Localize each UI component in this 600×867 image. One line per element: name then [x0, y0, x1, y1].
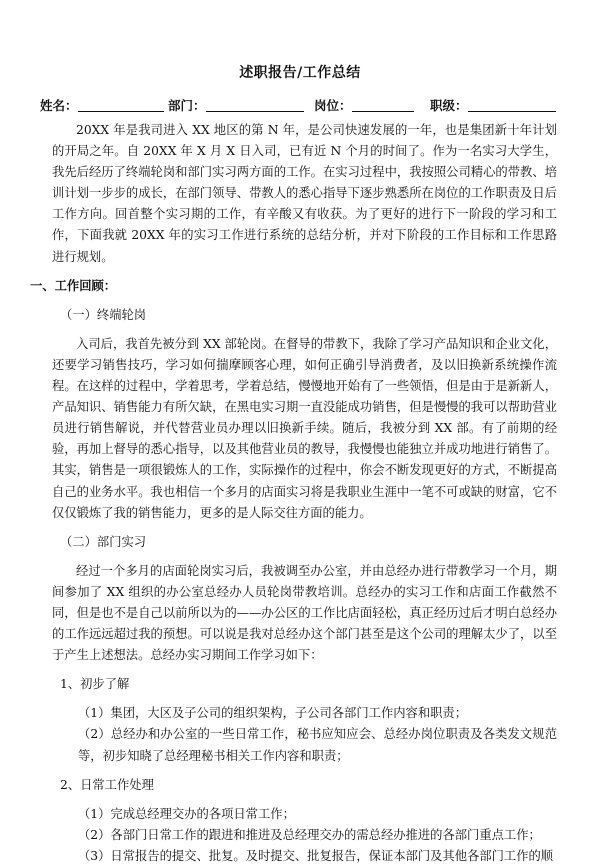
rank-label: 职级： — [430, 98, 468, 113]
document-body — [30, 120, 557, 867]
numbered-heading-initial-understanding: 1、初步了解 — [60, 677, 130, 692]
list-item: （3）日常报告的提交、批复。及时提交、批复报告，保证本部门及其他各部门工作的顺 — [78, 848, 554, 863]
list-item: （1）集团，大区及子公司的组织架构，子公司各部门工作内容和职责； — [78, 706, 468, 721]
list-item: （2）各部门日常工作的跟进和推进及总经理交办的需总经办推进的各部门重点工作； — [78, 827, 541, 842]
section-heading-work-review: 一、工作回顾： — [30, 278, 117, 293]
position-label: 岗位： — [314, 98, 352, 113]
subsection-heading-department-internship: （二）部门实习 — [60, 534, 147, 549]
subsection-heading-terminal-rotation: （一）终端轮岗 — [60, 307, 147, 322]
header-fields — [30, 96, 575, 116]
rank-blank-line — [468, 98, 556, 112]
terminal-rotation-paragraph: 入司后，我首先被分到 XX 部轮岗。在督导的带教下，我除了学习产品知识和企业文化，还要学习销售技巧，学习如何揣摩顾客心理，如何正确引导消费者，及以旧换新系统操作流程。在这样的过程中，学着思考，学着总结，慢慢地开始有了一些领悟，但是由于是新新人，产品知识、销售能力有所欠缺，在黑电实习期一直没能成功销售，但是慢慢的我可以帮助营业员进行销售解说，并代替营业员办理以旧换新手续。随后，我被分到 XX 部。有了前期的经验，再加上督导的悉心指导，以及其他营业员的教导，我慢慢也能独立并成功地进行销售了。其实，销售是一项很锻炼人的工作，实际操作的过程中，你会不断发现更好的方式，不断提高自己的业务水平。我也相信一个多月的店面实习将是我职业生涯中一笔不可或缺的财富，它不仅仅锻炼了我的销售能力，更多的是人际交往方面的能力。 — [52, 336, 557, 520]
name-blank-line — [78, 98, 164, 112]
list-item: （2）总经办和办公室的一些日常工作，秘书应知应会、总经办岗位职责及各类发文规范等，初步知晓了总经理秘书相关工作内容和职责； — [78, 727, 557, 763]
rank-field — [430, 96, 556, 114]
document-title: 述职报告/工作总结 — [239, 65, 361, 81]
department-blank-line — [206, 98, 304, 112]
name-label: 姓名： — [40, 98, 78, 113]
position-blank-line — [352, 98, 414, 112]
department-internship-paragraph: 经过一个多月的店面轮岗实习后，我被调至办公室，并由总经办进行带教学习一个月，期间参加了 XX 组织的办公室总经办人员轮岗带教培训。总经办的实习工作和店面工作截然不同，但是也不是自己以前所以为的——办公区的工作比店面轻松，真正经历过后才明白总经办的工作远远超过我的预想。可以说是我对总经办这个部门甚至是这个公司的理解太少了，以至于产生上述想法。总经办实习期间工作学习如下： — [52, 563, 557, 663]
position-field — [314, 96, 414, 114]
name-field — [40, 96, 164, 114]
numbered-heading-daily-work: 2、日常工作处理 — [60, 777, 154, 792]
department-field — [168, 96, 304, 114]
intro-paragraph: 20XX 年是我司进入 XX 地区的第 N 年，是公司快速发展的一年，也是集团新十年计划的开局之年。自 20XX 年 X 月 X 日入司，已有近 N 个月的时间了。作为一名实习大学生，我先后经历了终端轮岗和部门实习两方面的工作。在实习过程中，我按照公司精心的带教、培训计划一步步的成长，在部门领导、带教人的悉心指导下逐步熟悉所在岗位的工作职责及日后工作方向。回首整个实习期的工作，有辛酸又有收获。为了更好的进行下一阶段的学习和工作，下面我就 20XX 年的实习工作进行系统的总结分析，并对下阶段的工作目标和工作思路进行规划。 — [52, 123, 557, 264]
department-label: 部门： — [168, 98, 206, 113]
list-item: （1）完成总经理交办的各项日常工作； — [78, 806, 295, 821]
